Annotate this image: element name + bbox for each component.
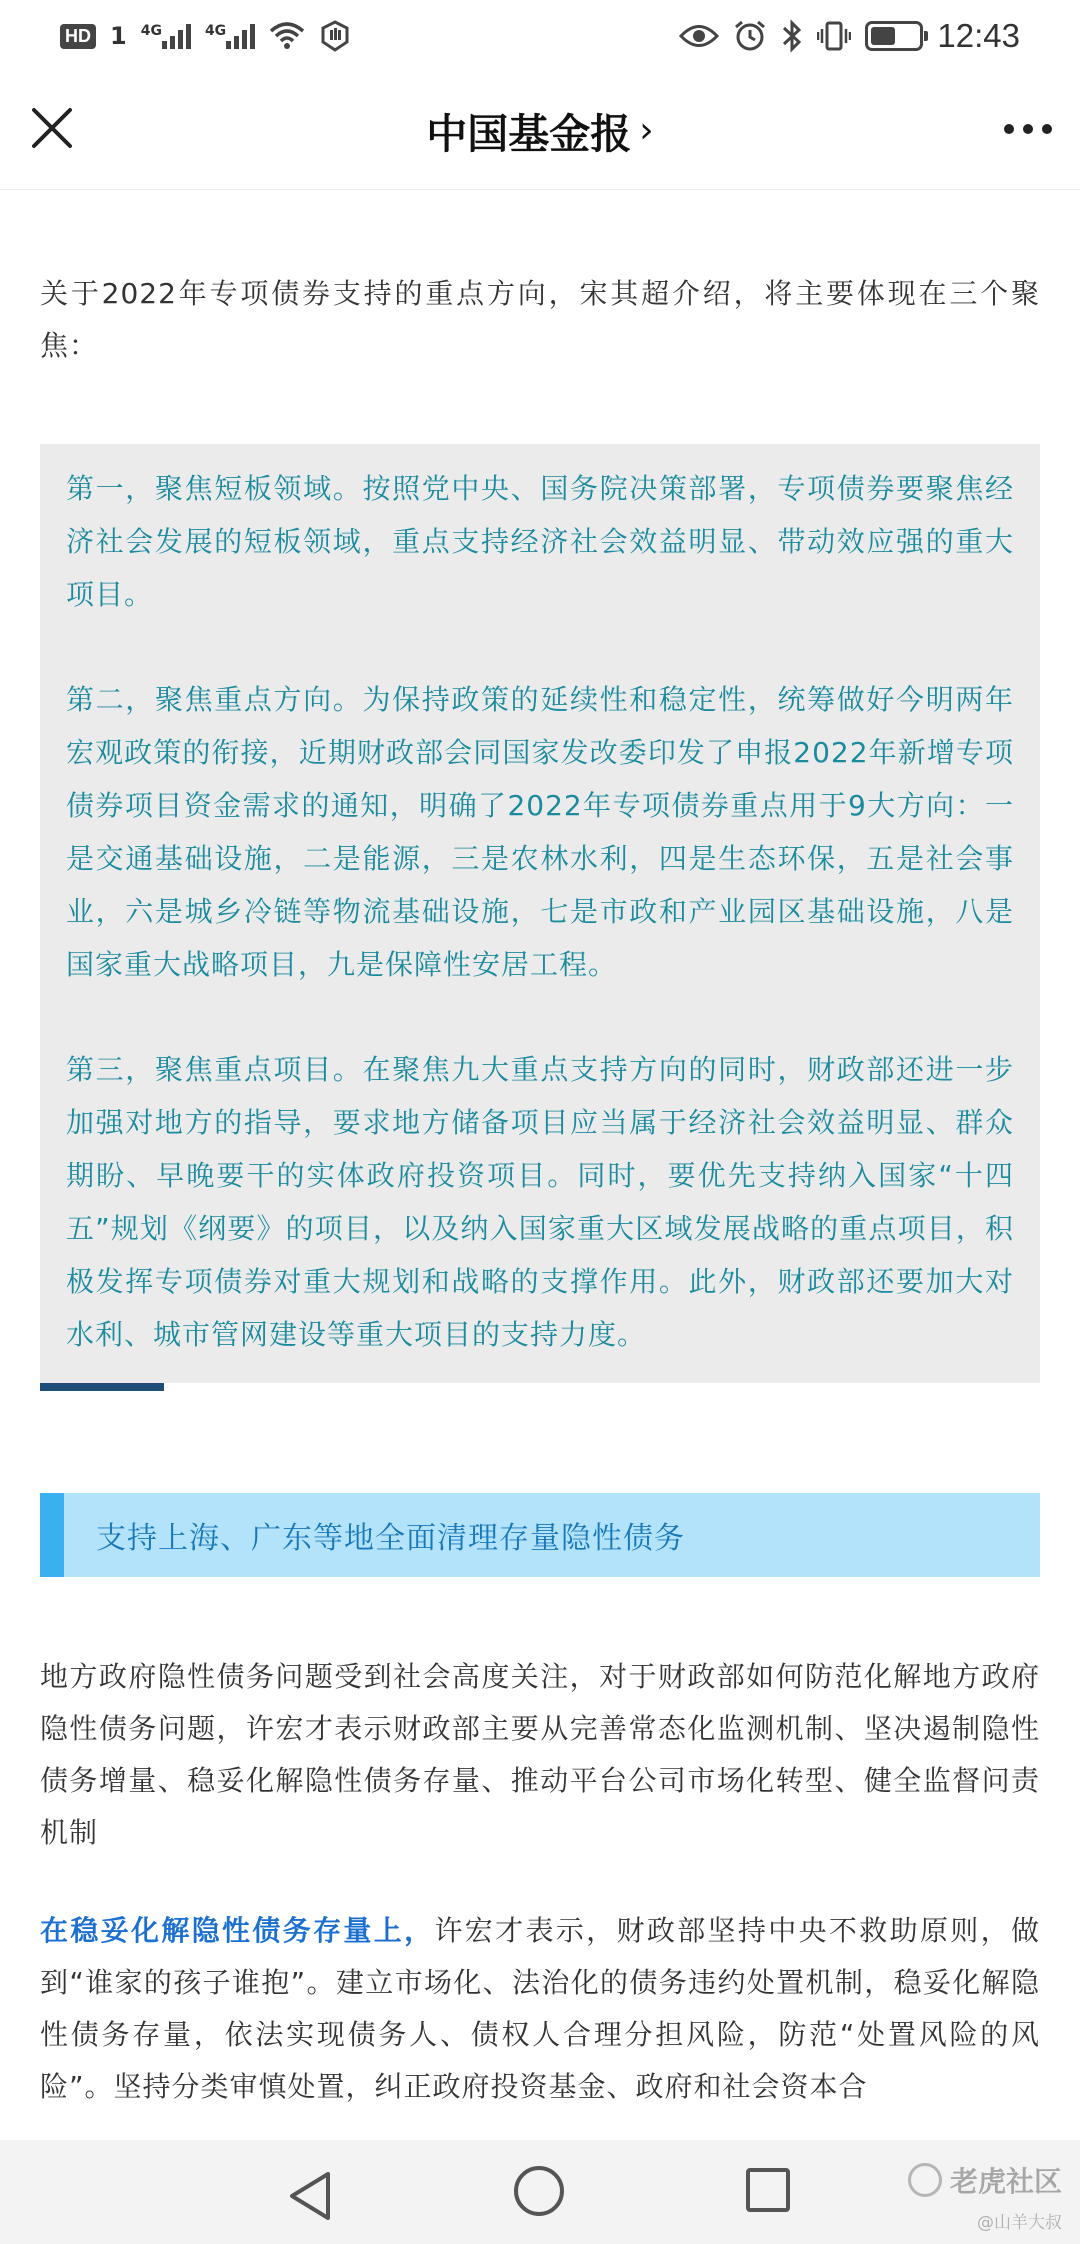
quote-paragraph-1: 第一，聚焦短板领域。按照党中央、国务院决策部署，专项债券要聚焦经济社会发展的短板领域，重点支持经济社会效益明显、带动效应强的重大项目。 (66, 472, 1014, 611)
battery-level (871, 27, 894, 45)
battery-icon (865, 21, 923, 51)
watermark-brand (908, 2160, 1062, 2200)
signal-2 (205, 23, 255, 49)
signal-1 (141, 23, 191, 49)
tiger-logo-icon (908, 2163, 942, 2197)
resolve-paragraph (40, 1905, 1040, 2113)
chevron-right-icon: › (639, 110, 654, 151)
network-type-2: 4G (204, 23, 227, 39)
intro-paragraph: 关于2022年专项债券支持的重点方向，宋其超介绍，将主要体现在三个聚焦： (40, 277, 1040, 362)
hand-icon (319, 20, 351, 52)
section-heading-bar (40, 1493, 64, 1577)
system-nav-bar (0, 2140, 1080, 2244)
network-type-1: 4G (140, 23, 162, 39)
quote-paragraph-3: 第三，聚焦重点项目。在聚焦九大重点支持方向的同时，财政部还进一步加强对地方的指导，要求地方储备项目应当属于经济社会效益明显、群众期盼、早晚要干的实体政府投资项目。同时，要优先支持纳入国家“十四五”规划《纲要》的项目，以及纳入国家重大区域发展战略的重点项目，积极发挥专项债券对重大规划和战略的支撑作用。此外，财政部还要加大对水利、城市管网建设等重大项目的支持力度。 (66, 1053, 1014, 1351)
alarm-icon (733, 19, 767, 53)
signal-bars-icon (162, 23, 191, 49)
status-right (679, 17, 1020, 55)
section-heading-text: 支持上海、广东等地全面清理存量隐性债务 (96, 1521, 685, 1556)
watermark-user: @山羊大叔 (977, 2213, 1062, 2233)
sim-indicator: 1 (110, 22, 127, 50)
quote-box (40, 444, 1040, 1383)
bluetooth-icon (781, 19, 803, 53)
quote-underline (40, 1383, 164, 1391)
signal-bars-icon (226, 23, 255, 49)
debt-paragraph: 地方政府隐性债务问题受到社会高度关注，对于财政部如何防范化解地方政府隐性债务问题，许宏才表示财政部主要从完善常态化监测机制、坚决遏制隐性债务增量、稳妥化解隐性债务存量、推动平台公司市场化转型、健全监督问责机制 (40, 1660, 1040, 1849)
status-left (60, 20, 351, 52)
more-icon[interactable] (1004, 124, 1052, 134)
account-name: 中国基金报 (426, 110, 632, 158)
article-content (40, 190, 1040, 2140)
nav-bar (0, 72, 1080, 190)
vibrate-icon (817, 19, 851, 53)
section-heading (40, 1493, 1040, 1577)
close-icon[interactable] (26, 102, 78, 154)
account-title[interactable] (426, 101, 653, 160)
status-time: 12:43 (937, 17, 1020, 54)
status-bar (0, 0, 1080, 72)
watermark (908, 2160, 1062, 2233)
quote-paragraph-2: 第二，聚焦重点方向。为保持政策的延续性和稳定性，统筹做好今明两年宏观政策的衔接，近期财政部会同国家发改委印发了申报2022年新增专项债券项目资金需求的通知，明确了2022年专项债券重点用于9大方向：一是交通基础设施，二是能源，三是农林水利，四是生态环保，五是社会事业，六是城乡冷链等物流基础设施，七是市政和产业园区基础设施，八是国家重大战略项目，九是保障性安居工程。 (66, 683, 1014, 981)
watermark-brand-text: 老虎社区 (949, 2165, 1062, 2198)
hd-badge: HD (60, 24, 96, 49)
resolve-body: 许宏才表示，财政部坚持中央不救助原则，做到“谁家的孩子谁抱”。建立市场化、法治化的债务违约处置机制，稳妥化解隐性债务存量，依法实现债务人、债权人合理分担风险，防范“处置风险的风险”。坚持分类审慎处置，纠正政府投资基金、政府和社会资本合 (40, 1914, 1040, 2103)
home-circle-icon[interactable] (514, 2166, 564, 2216)
wifi-icon (269, 21, 305, 51)
eye-icon (679, 23, 719, 49)
recent-square-icon[interactable] (746, 2168, 790, 2212)
resolve-lead: 在稳妥化解隐性债务存量上， (40, 1914, 435, 1947)
back-triangle-icon[interactable] (286, 2170, 334, 2222)
